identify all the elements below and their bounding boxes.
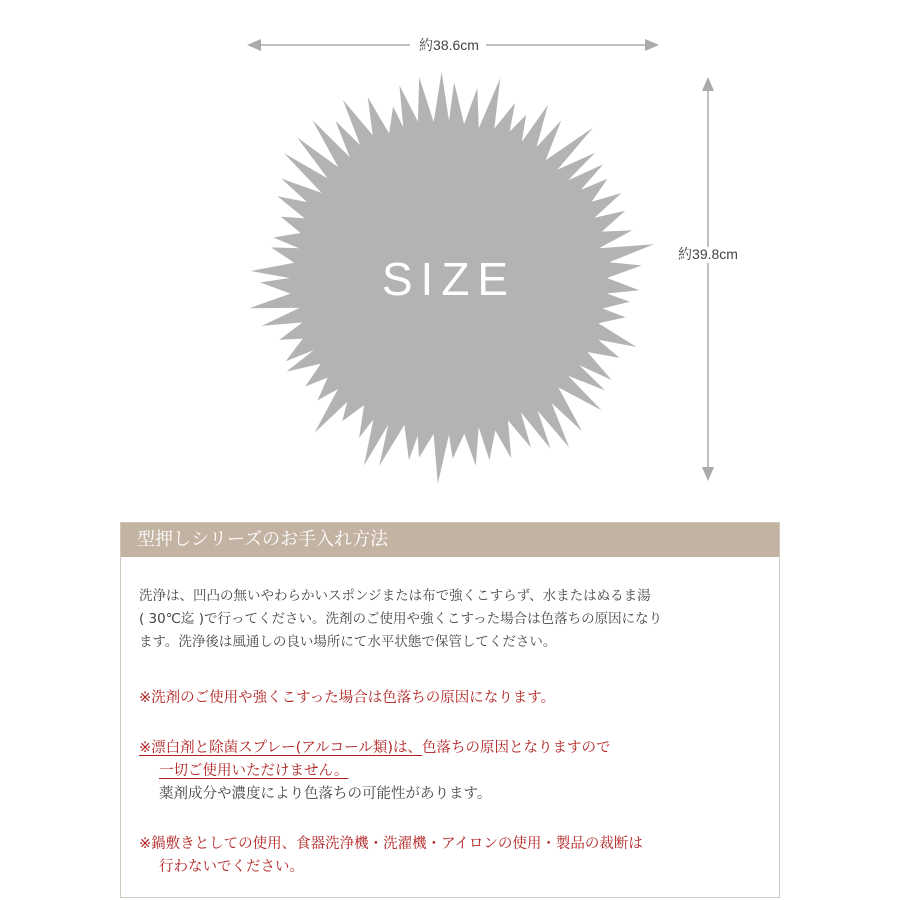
usage-warning (139, 833, 761, 879)
care-body (121, 585, 779, 879)
instruction-line: ます。洗浄後は風通しの良い場所にて水平状態で保管してください。 (139, 634, 557, 650)
bleach-warning (139, 737, 761, 806)
instruction-line: ( 30℃迄 )で行ってください。洗剤のご使用や強くこすった場合は色落ちの原因になり (139, 611, 663, 627)
shape-label: SIZE (381, 253, 517, 305)
height-arrow (702, 77, 714, 481)
bleach-warning-rest: 色落ちの原因となりますので (422, 740, 611, 756)
usage-warning-line2: 行わないでください。 (159, 859, 304, 875)
width-label: 約38.6cm (419, 37, 479, 53)
care-title: 型押しシリーズのお手入れ方法 (121, 523, 779, 557)
height-label: 約39.8cm (678, 246, 738, 262)
detergent-warning: ※洗剤のご使用や強くこすった場合は色落ちの原因になります。 (139, 690, 556, 706)
bleach-warning-line2: 一切ご使用いただけません。 (159, 763, 349, 779)
bleach-warning-underlined: ※漂白剤と除菌スプレー(アルコール類)は、 (139, 740, 423, 756)
bleach-warning-line3: 薬剤成分や濃度により色落ちの可能性があります。 (159, 786, 492, 802)
care-instructions-box (120, 522, 780, 898)
washing-instructions (139, 585, 761, 654)
usage-warning-line1: ※鍋敷きとしての使用、食器洗浄機・洗濯機・アイロンの使用・製品の裁断は (139, 836, 643, 852)
instruction-line: 洗浄は、凹凸の無いやわらかいスポンジまたは布で強くこすらず、水またはぬるま湯 (139, 588, 651, 604)
